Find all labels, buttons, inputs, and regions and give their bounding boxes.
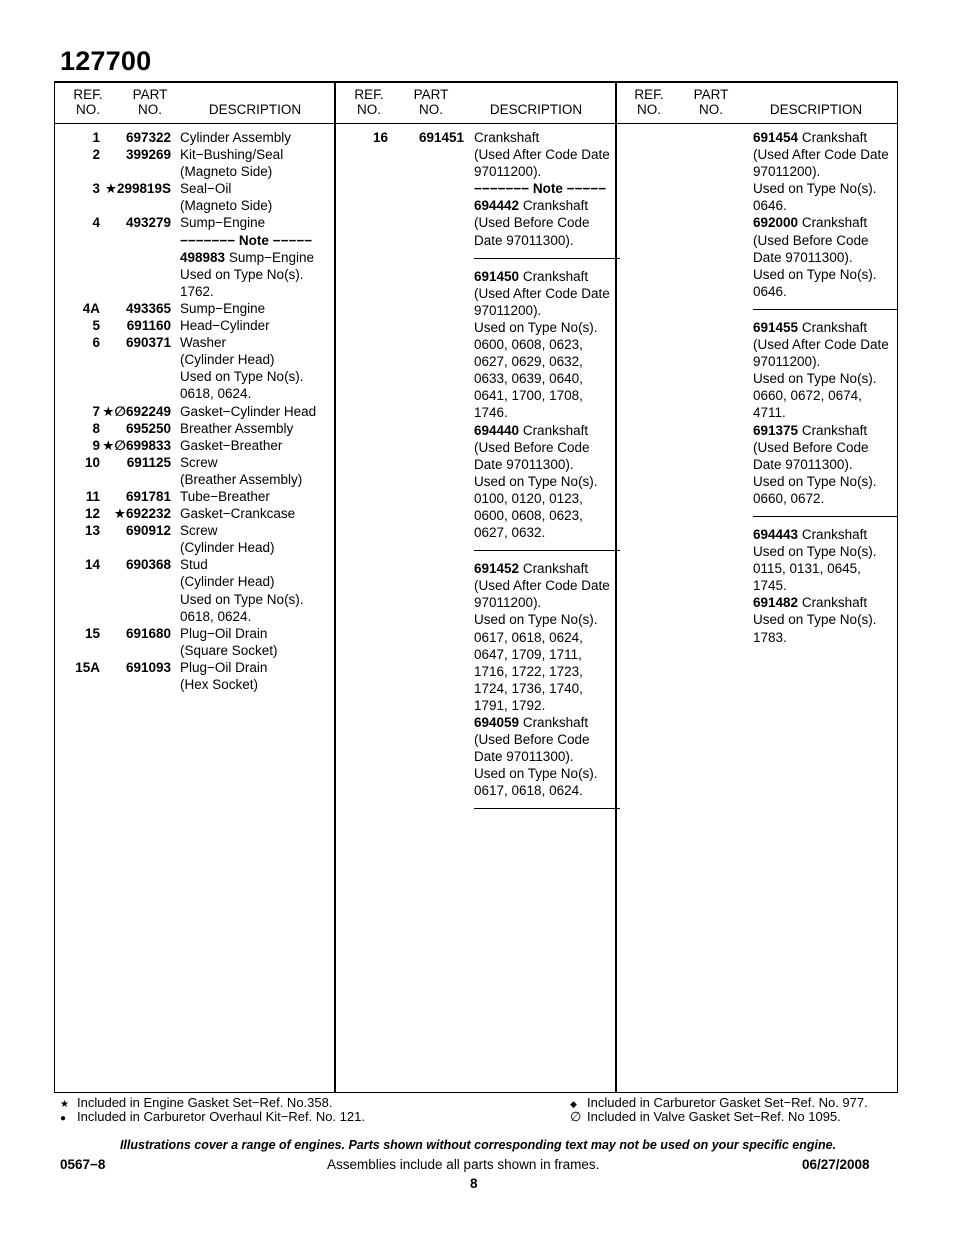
part-row — [60, 488, 332, 505]
part-number: 691125 — [126, 454, 171, 470]
description-line: 694440 Crankshaft — [474, 422, 589, 438]
description-line: Used on Type No(s). — [753, 266, 877, 282]
ref-number: 12 — [84, 506, 100, 522]
description-line: (Used Before Code — [753, 232, 869, 248]
part-row — [60, 522, 332, 556]
model-number: 127700 — [60, 46, 152, 76]
description-line: (Cylinder Head) — [180, 574, 275, 590]
document-date: 06/27/2008 — [802, 1157, 870, 1172]
description-line: 1762. — [180, 283, 214, 299]
description-line: (Hex Socket) — [180, 677, 259, 692]
part-number: ★∅699833 — [102, 437, 171, 453]
description-line: 0633, 0639, 0640, — [474, 371, 583, 387]
description-line: 694059 Crankshaft — [474, 715, 589, 730]
description-line: Stud — [180, 557, 208, 573]
part-number: ★∅692249 — [102, 403, 171, 419]
description-line: 0115, 0131, 0645, — [753, 561, 861, 577]
part-description — [180, 659, 335, 693]
page-number: 8 — [470, 1176, 478, 1191]
description-line: Tube−Breather — [180, 488, 270, 504]
description-line: 0627, 0629, 0632, — [474, 354, 583, 370]
part-number: 691093 — [125, 659, 171, 675]
part-number: 498983 — [180, 249, 226, 265]
ref-number: 9 — [92, 437, 100, 453]
ref-number: 16 — [372, 130, 388, 145]
description-line: Crankshaft — [474, 130, 540, 145]
part-number: 691455 — [753, 319, 799, 335]
description-header: DESCRIPTION — [769, 102, 863, 117]
part-row — [60, 505, 332, 522]
description-line: 0600, 0608, 0623, — [474, 337, 583, 353]
description-line: Used on Type No(s). — [474, 766, 598, 782]
description-line: 1716, 1722, 1723, — [474, 663, 583, 679]
description-line: 691454 Crankshaft — [753, 130, 868, 145]
description-line: (Used After Code Date — [753, 337, 889, 353]
part-description — [180, 625, 335, 659]
part-description — [180, 334, 335, 402]
part-row — [60, 334, 332, 402]
description-line: 694443 Crankshaft — [753, 526, 868, 542]
description-line: Used on Type No(s). — [474, 473, 598, 489]
description-line: Screw — [180, 523, 218, 539]
description-line: Used on Type No(s). — [180, 266, 304, 282]
description-line: Plug−Oil Drain — [180, 659, 268, 675]
part-row — [60, 146, 332, 180]
description-line: 694442 Crankshaft — [474, 198, 589, 214]
description-line: 0100, 0120, 0123, — [474, 490, 583, 506]
part-description — [180, 317, 335, 334]
part-row — [60, 300, 332, 317]
part-row — [60, 420, 332, 437]
ref-header: REF. NO. — [634, 87, 664, 117]
description-line: (Used Before Code — [474, 732, 590, 748]
ref-number: 1 — [92, 130, 100, 145]
description-line: 1783. — [753, 629, 787, 645]
ref-number: 8 — [92, 420, 100, 436]
description-line: (Square Socket) — [180, 642, 278, 658]
part-row — [60, 454, 332, 488]
description-line: Gasket−Cylinder Head — [180, 403, 317, 419]
part-number: 493365 — [125, 300, 171, 316]
star-symbol: ★ — [60, 1099, 69, 1110]
assemblies-note: Assemblies include all parts shown in frames. — [327, 1157, 600, 1172]
ref-number: 5 — [92, 318, 100, 334]
document-code: 0567−8 — [60, 1157, 106, 1172]
description-line: Used on Type No(s). — [474, 319, 598, 335]
description-line: 0647, 1709, 1711, — [474, 646, 582, 662]
description-block — [753, 319, 898, 507]
part-row — [60, 214, 332, 299]
part-number: 691450 — [474, 268, 520, 284]
part-row — [60, 180, 332, 214]
part-row — [340, 129, 612, 818]
description-line: Plug−Oil Drain — [180, 625, 268, 641]
part-header: PART NO. — [132, 87, 168, 117]
description-block — [474, 129, 620, 249]
description-header: DESCRIPTION — [489, 102, 583, 117]
part-description — [180, 146, 335, 180]
description-line: 0600, 0608, 0623, — [474, 507, 583, 523]
part-description — [180, 505, 335, 522]
description-line: 0660, 0672. — [753, 490, 825, 506]
ref-number: 14 — [84, 557, 100, 573]
part-description — [180, 420, 335, 437]
part-number: 690371 — [125, 335, 171, 351]
part-row — [60, 317, 332, 334]
description-header: DESCRIPTION — [208, 102, 302, 117]
description-line: Sump−Engine — [180, 300, 266, 316]
description-line: Seal−Oil — [180, 181, 232, 197]
description-line: Washer — [180, 335, 227, 351]
separator-rule — [474, 808, 620, 809]
footnote-engine-gasket-set: ★ Included in Engine Gasket Set−Ref. No.358. — [60, 1095, 333, 1110]
description-line: 498983 Sump−Engine — [180, 249, 314, 265]
description-line: 97011200). — [474, 302, 542, 318]
description-line: Gasket−Breather — [180, 437, 283, 453]
description-line: Used on Type No(s). — [753, 612, 877, 628]
part-header: PART NO. — [693, 87, 729, 117]
description-line: 0617, 0618, 0624. — [474, 783, 583, 799]
part-number: 697322 — [125, 130, 171, 145]
part-description — [180, 214, 335, 299]
description-line: 0646. — [753, 283, 787, 299]
description-line: (Magneto Side) — [180, 164, 273, 180]
part-row — [60, 556, 332, 624]
description-line: Kit−Bushing/Seal — [180, 147, 284, 163]
description-block — [753, 129, 898, 300]
description-line: 1745. — [753, 578, 787, 594]
description-line: 0618, 0624. — [180, 608, 252, 624]
part-number: 694443 — [753, 526, 799, 542]
part-number: 691680 — [125, 625, 171, 641]
parts-list-column-3 — [753, 129, 898, 646]
part-description — [180, 403, 335, 420]
description-line: Date 97011300). — [474, 749, 574, 765]
part-row — [60, 437, 332, 454]
part-number: 690368 — [125, 557, 171, 573]
dot-symbol: ● — [60, 1113, 67, 1124]
description-line: (Used Before Code — [474, 215, 590, 231]
part-row — [60, 403, 332, 420]
part-description — [180, 454, 335, 488]
part-description — [180, 300, 335, 317]
part-description — [180, 522, 335, 556]
part-description — [180, 180, 335, 214]
description-line: (Used After Code Date — [474, 578, 610, 594]
footnote-carburetor-overhaul-kit: ● Included in Carburetor Overhaul Kit−Ref. No. 121. — [60, 1109, 365, 1124]
description-line: 97011200). — [753, 354, 821, 370]
description-line: Date 97011300). — [474, 456, 574, 472]
ref-number: 3 — [92, 181, 100, 197]
part-number: 690912 — [125, 523, 171, 539]
description-line: (Cylinder Head) — [180, 540, 275, 556]
description-line: 691375 Crankshaft — [753, 422, 868, 438]
description-line: Head−Cylinder — [180, 318, 270, 334]
description-line: 691455 Crankshaft — [753, 319, 868, 335]
description-line: (Breather Assembly) — [180, 471, 303, 487]
description-line: 97011200). — [474, 595, 542, 611]
part-number: 695250 — [125, 420, 171, 436]
ref-number: 6 — [92, 335, 100, 351]
description-line: Used on Type No(s). — [180, 591, 304, 607]
description-line: 0617, 0618, 0624, — [474, 629, 583, 645]
diamond-symbol: ◆ — [570, 1099, 577, 1109]
ref-number: 4 — [92, 215, 100, 231]
parts-list-column-2 — [340, 129, 612, 818]
part-description — [180, 129, 335, 146]
part-number: 691375 — [753, 422, 799, 438]
part-row — [60, 625, 332, 659]
description-line: Breather Assembly — [180, 420, 294, 436]
separator-rule — [753, 516, 898, 517]
ref-header: REF. NO. — [354, 87, 384, 117]
part-number: 691482 — [753, 595, 799, 611]
description-line: Used on Type No(s). — [474, 612, 598, 628]
ref-number: 11 — [85, 488, 100, 504]
description-line: Date 97011300). — [474, 232, 574, 248]
disclaimer: Illustrations cover a range of engines. Parts shown without corresponding text may not be used on your specific engine. — [119, 1138, 837, 1152]
description-line: 1724, 1736, 1740, — [474, 680, 583, 696]
part-number: 691451 — [418, 130, 464, 145]
description-line: Used on Type No(s). — [753, 544, 877, 560]
description-line: Gasket−Crankcase — [180, 506, 296, 522]
footnote-carburetor-gasket-set: ◆ Included in Carburetor Gasket Set−Ref. No. 977. — [570, 1095, 868, 1110]
description-line: Used on Type No(s). — [180, 369, 304, 385]
description-line: (Cylinder Head) — [180, 352, 275, 368]
description-line: 691482 Crankshaft — [753, 595, 868, 611]
part-number: ★692232 — [113, 506, 171, 522]
part-number: 691160 — [126, 318, 171, 334]
description-line: Screw — [180, 454, 218, 470]
description-line: 0627, 0632. — [474, 525, 546, 541]
part-number: 493279 — [125, 215, 171, 231]
description-line: (Used After Code Date — [474, 147, 610, 163]
description-line: 691450 Crankshaft — [474, 268, 589, 284]
ref-number: 10 — [84, 454, 100, 470]
description-line: 692000 Crankshaft — [753, 215, 868, 231]
description-line: 0646. — [753, 198, 787, 214]
separator-rule — [474, 550, 620, 551]
description-line: Date 97011300). — [753, 456, 853, 472]
description-line: 1791, 1792. — [474, 697, 546, 713]
ref-number: 4A — [82, 300, 100, 316]
part-row — [60, 659, 332, 693]
ref-number: 15 — [84, 625, 100, 641]
ref-number: 7 — [92, 403, 100, 419]
part-number: 694440 — [474, 422, 520, 438]
description-line: (Used Before Code — [753, 439, 869, 455]
description-line: 691452 Crankshaft — [474, 561, 589, 577]
description-line: Date 97011300). — [753, 249, 853, 265]
description-line: (Used After Code Date — [474, 285, 610, 301]
description-line: (Used Before Code — [474, 439, 590, 455]
part-description — [180, 488, 335, 505]
description-block — [474, 268, 620, 542]
description-line: (Magneto Side) — [180, 198, 273, 214]
part-number: 691452 — [474, 561, 520, 577]
description-line: 0660, 0672, 0674, — [753, 388, 862, 404]
ref-header: REF. NO. — [73, 87, 103, 117]
description-line: Sump−Engine — [180, 215, 266, 231]
ref-number: 2 — [92, 147, 100, 163]
header-rule — [54, 123, 898, 124]
part-number: 399269 — [125, 147, 171, 163]
description-line: −−−−−−− Note −−−−− — [474, 181, 607, 197]
part-number: ★299819S — [104, 181, 171, 197]
part-header: PART NO. — [413, 87, 449, 117]
parts-list-column-1 — [60, 129, 332, 693]
part-number: 691781 — [125, 488, 171, 504]
description-line: 0618, 0624. — [180, 386, 252, 402]
part-number: 691454 — [753, 130, 799, 145]
description-line: 97011200). — [753, 164, 821, 180]
description-line: 0641, 1700, 1708, — [474, 388, 583, 404]
description-block — [753, 526, 898, 646]
description-line: 97011200). — [474, 164, 542, 180]
ref-number: 13 — [84, 523, 100, 539]
empty-set-symbol: ∅ — [570, 1109, 582, 1124]
ref-number: 15A — [75, 659, 100, 675]
description-line: −−−−−−− Note −−−−− — [180, 232, 313, 248]
part-number: 692000 — [753, 215, 799, 231]
part-number: 694442 — [474, 198, 520, 214]
description-line: 1746. — [474, 405, 508, 421]
part-description — [180, 556, 335, 624]
part-description — [180, 437, 335, 454]
separator-rule — [474, 258, 620, 259]
description-line: Used on Type No(s). — [753, 181, 877, 197]
part-description — [474, 129, 620, 818]
separator-rule — [753, 309, 898, 310]
description-line: Cylinder Assembly — [180, 130, 292, 145]
part-number: 694059 — [474, 715, 520, 730]
description-line: 4711. — [753, 405, 786, 421]
description-line: Used on Type No(s). — [753, 371, 877, 387]
part-row — [60, 129, 332, 146]
footnote-valve-gasket-set: ∅ Included in Valve Gasket Set−Ref. No 1095. — [570, 1109, 841, 1124]
description-line: Used on Type No(s). — [753, 473, 877, 489]
description-block — [474, 560, 620, 799]
description-line: (Used After Code Date — [753, 147, 889, 163]
